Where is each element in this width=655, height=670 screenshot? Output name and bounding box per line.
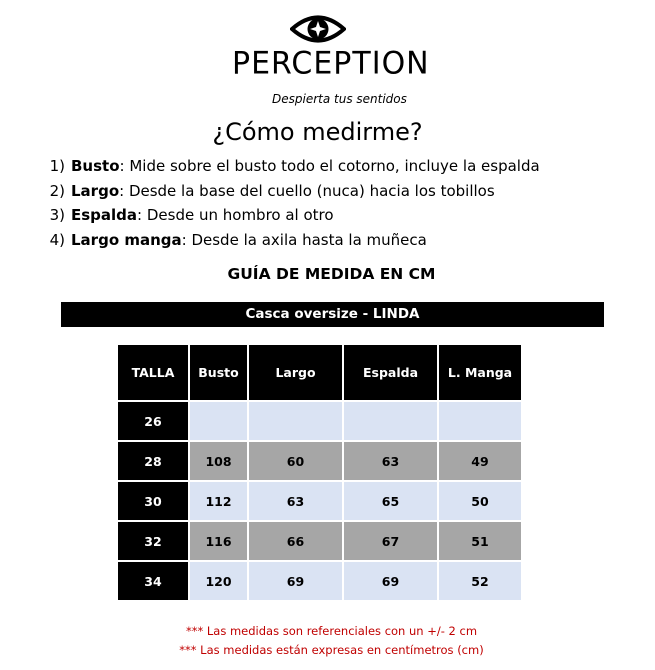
cell-talla: 32 [118, 522, 188, 560]
cell-largo [249, 402, 342, 440]
table-row [118, 402, 521, 440]
cell-espalda: 69 [344, 562, 437, 600]
cell-manga: 49 [439, 442, 521, 480]
howto-title: ¿Cómo medirme? [212, 118, 423, 146]
cell-talla: 30 [118, 482, 188, 520]
cell-largo: 60 [249, 442, 342, 480]
note-tolerance: *** Las medidas son referenciales con un +/- 2 cm [185, 624, 478, 638]
header-largo: Largo [249, 345, 342, 400]
header-espalda: Espalda [344, 345, 437, 400]
step-item: 3) Espalda: Desde un hombro al otro [49, 206, 334, 224]
cell-busto [190, 402, 247, 440]
measurement-steps [40, 156, 540, 254]
header-manga: L. Manga [439, 345, 521, 400]
table-row [118, 562, 521, 600]
note-units: *** Las medidas están expresas en centímetros (cm) [179, 643, 484, 657]
cell-largo: 69 [249, 562, 342, 600]
step-item: 1) Busto: Mide sobre el busto todo el cotorno, incluye la espalda [49, 157, 540, 175]
cell-busto: 116 [190, 522, 247, 560]
cell-largo: 63 [249, 482, 342, 520]
cell-espalda: 63 [344, 442, 437, 480]
step-item: 4) Largo manga: Desde la axila hasta la muñeca [49, 230, 427, 249]
size-table [116, 343, 523, 602]
brand-tagline: Despierta tus sentidos [272, 92, 407, 106]
cell-manga: 52 [439, 562, 521, 600]
cell-manga: 50 [439, 482, 521, 520]
table-header-row [118, 345, 521, 400]
cell-espalda: 65 [344, 482, 437, 520]
cell-busto: 120 [190, 562, 247, 600]
brand-logo [232, 8, 430, 110]
guide-title: GUÍA DE MEDIDA EN CM [227, 265, 436, 283]
table-row [118, 522, 521, 560]
cell-espalda [344, 402, 437, 440]
cell-manga: 51 [439, 522, 521, 560]
header-talla: TALLA [118, 345, 188, 400]
cell-busto: 112 [190, 482, 247, 520]
step-item: 2) Largo: Desde la base del cuello (nuca) hacia los tobillos [49, 181, 495, 200]
header-busto: Busto [190, 345, 247, 400]
cell-talla: 28 [118, 442, 188, 480]
cell-largo: 66 [249, 522, 342, 560]
cell-busto: 108 [190, 442, 247, 480]
cell-espalda: 67 [344, 522, 437, 560]
eye-star-icon [290, 12, 346, 46]
brand-name: PERCEPTION [232, 45, 430, 82]
table-row [118, 482, 521, 520]
product-name-bar: Casca oversize - LINDA [61, 302, 604, 327]
table-row [118, 442, 521, 480]
cell-manga [439, 402, 521, 440]
cell-talla: 34 [118, 562, 188, 600]
cell-talla: 26 [118, 402, 188, 440]
